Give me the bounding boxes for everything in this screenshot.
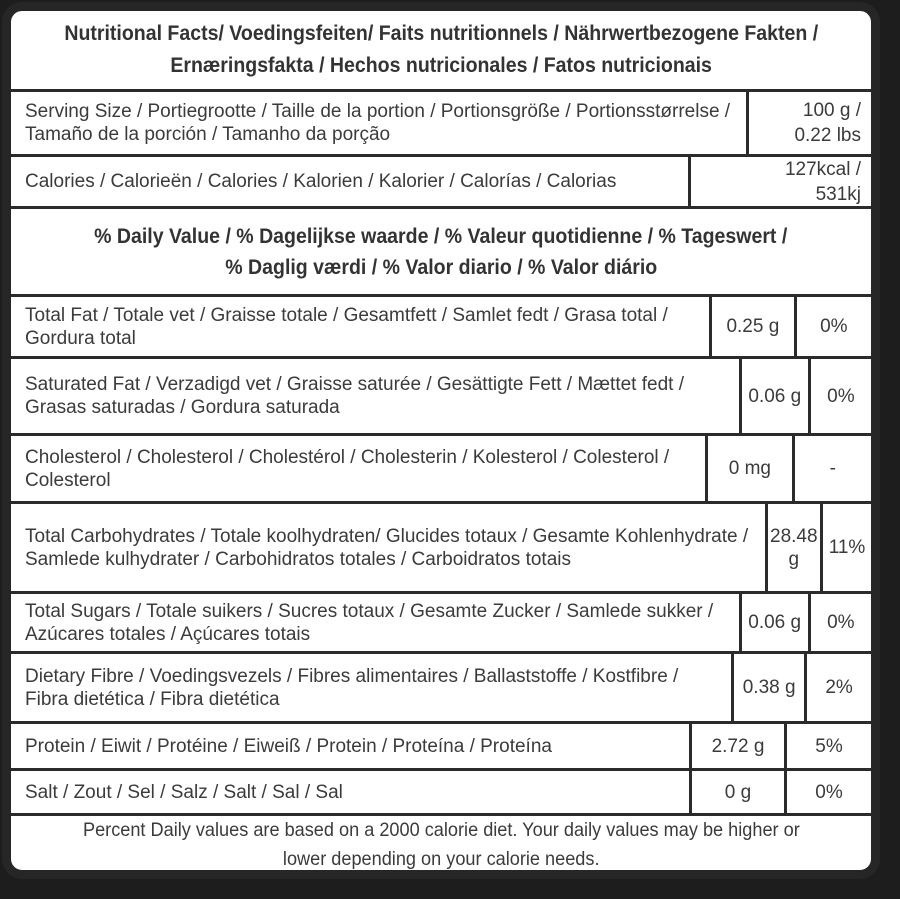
nutrient-label: Dietary Fibre / Voedingsvezels / Fibres alimentaires / Ballaststoffe / Kostfibre / Fibra dietética / Fibra dietética [25, 665, 679, 710]
nutrient-daily-value: 0% [784, 771, 871, 813]
serving-size-value-grams: 100 g / [802, 100, 861, 121]
nutrient-label: Protein / Eiwit / Protéine / Eiweiß / Protein / Proteína / Proteína [25, 735, 552, 757]
label-title-line2: Ernæringsfakta / Hechos nutricionales / Fatos nutricionais [170, 54, 712, 77]
calories-value [688, 157, 871, 206]
nutrient-row-saturated-fat [11, 359, 871, 436]
nutrient-amount: 2.72 g [689, 724, 784, 768]
serving-size-value [746, 92, 871, 154]
calories-value-kj: 531kj [815, 183, 861, 205]
nutrient-label: Total Carbohydrates / Totale koolhydraten/ Glucides totaux / Gesamte Kohlenhydrate / Samlede kulhydrater / Carbohidratos totales / Carboidratos totais [25, 525, 749, 570]
nutrient-daily-value: 0% [808, 359, 871, 433]
label-title [11, 11, 871, 92]
serving-size-value-lbs: 0.22 lbs [794, 125, 861, 146]
nutrient-daily-value: 0% [794, 297, 871, 356]
nutrient-row-cholesterol [11, 436, 871, 504]
nutrient-row-total-carbohydrates [11, 504, 871, 594]
nutrient-amount: 0 g [689, 771, 784, 813]
daily-value-header-line2: % Daglig værdi / % Valor diario / % Valor diário [225, 255, 657, 279]
calories-row [11, 157, 871, 209]
nutrient-row-total-fat [11, 297, 871, 359]
nutrient-amount: 0.06 g [739, 594, 808, 651]
nutrient-label: Total Sugars / Totale suikers / Sucres totaux / Gesamte Zucker / Samlede sukker / Azúcares totales / Açúcares totais [25, 600, 714, 645]
nutrient-daily-value: - [792, 436, 871, 501]
daily-value-header [11, 209, 871, 297]
nutrient-amount: 0 mg [705, 436, 792, 501]
footnote-line2: lower depending on your calorie needs. [282, 848, 600, 870]
nutrient-daily-value: 5% [784, 724, 871, 768]
nutrient-row-total-sugars [11, 594, 871, 654]
footnote-line1: Percent Daily values are based on a 2000 calorie diet. Your daily values may be higher or [82, 819, 800, 841]
nutrient-amount: 0.38 g [731, 654, 804, 721]
nutrition-facts-label [2, 2, 880, 879]
nutrient-row-salt [11, 771, 871, 816]
nutrient-row-protein [11, 724, 871, 771]
calories-value-kcal: 127kcal / [784, 158, 861, 180]
nutrient-amount: 0.06 g [739, 359, 808, 433]
nutrient-amount: 28.48 g [765, 504, 821, 591]
serving-size-row [11, 92, 871, 157]
nutrient-amount: 0.25 g [709, 297, 793, 356]
nutrient-daily-value: 0% [808, 594, 871, 651]
nutrient-label: Cholesterol / Cholesterol / Cholestérol / Cholesterin / Kolesterol / Colesterol / Colesterol [25, 446, 670, 491]
nutrient-label: Total Fat / Totale vet / Graisse totale / Gesamtfett / Samlet fedt / Grasa total / Gordura total [25, 304, 668, 349]
nutrient-daily-value: 2% [804, 654, 871, 721]
footnote [11, 816, 871, 874]
nutrient-row-dietary-fibre [11, 654, 871, 724]
calories-label: Calories / Calorieën / Calories / Kalorien / Kalorier / Calorías / Calorias [25, 171, 617, 192]
daily-value-header-line1: % Daily Value / % Dagelijkse waarde / % Valeur quotidienne / % Tageswert / [94, 224, 788, 248]
label-title-line1: Nutritional Facts/ Voedingsfeiten/ Faits nutritionnels / Nährwertbezogene Fakten / [64, 22, 818, 45]
nutrient-daily-value: 11% [820, 504, 871, 591]
nutrient-label: Saturated Fat / Verzadigd vet / Graisse saturée / Gesättigte Fett / Mættet fedt / Grasas saturadas / Gordura saturada [25, 374, 684, 418]
nutrient-label: Salt / Zout / Sel / Salz / Salt / Sal / Sal [25, 781, 343, 803]
serving-size-label: Serving Size / Portiegrootte / Taille de la portion / Portionsgröße / Portionsstørrelse / Tamaño de la porción / Tamanho da porção [25, 101, 731, 145]
